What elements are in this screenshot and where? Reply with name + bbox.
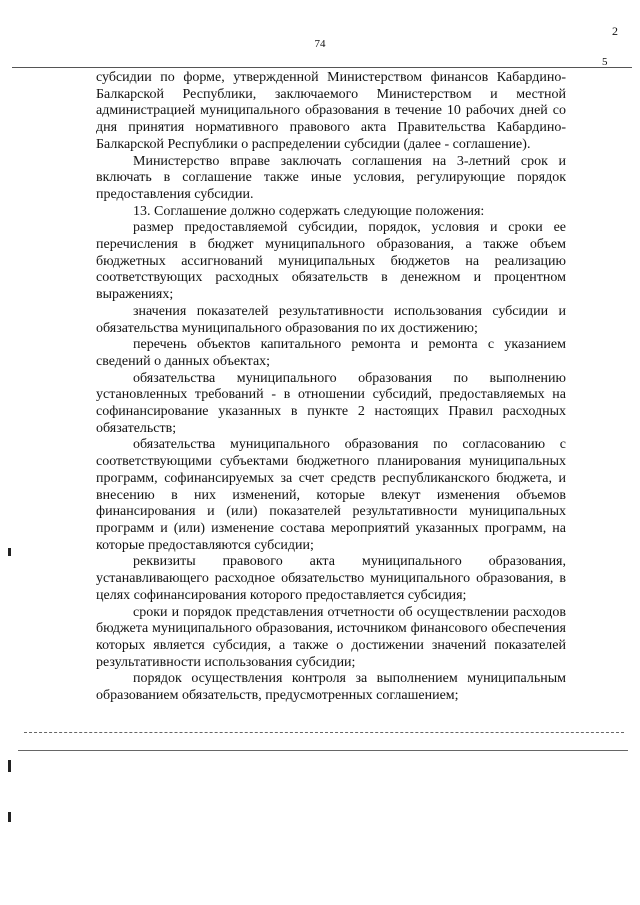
scan-artifact — [24, 732, 624, 733]
paragraph: субсидии по форме, утвержденной Министерством финансов Кабардино-Балкарской Республики, заключаемого Министерством и местной администрацией муниципального образования в течение 10 рабочих дней со дня принятия нормативного правового акта Правительства Кабардино-Балкарской Республики о распределении субсидии (далее - соглашение). — [96, 70, 566, 152]
paragraph: значения показателей результативности использования субсидии и обязательства муниципального образования по их достижению; — [96, 303, 566, 336]
scan-artifact — [18, 750, 628, 751]
scan-artifact — [8, 548, 11, 556]
paragraph: сроки и порядок представления отчетности об осуществлении расходов бюджета муниципального образования, источником финансового обеспечения которых является субсидия, а также о достижении значений показателей результативности использования субсидии; — [96, 604, 566, 670]
document-body — [96, 70, 566, 705]
paragraph: Министерство вправе заключать соглашения на 3-летний срок и включать в соглашение также иные условия, регулирующие порядок предоставления субсидии. — [96, 153, 566, 202]
paragraph: обязательства муниципального образования по согласованию с соответствующими субъектами бюджетного планирования муниципальных программ, софинансируемых за счет средств республиканского бюджета, и внесению в них изменений, которые влекут изменения объемов финансирования и (или) показателей результативности муниципальных программ и (или) изменение состава мероприятий указанных программ, на которые предоставляются субсидии; — [96, 437, 566, 553]
paragraph: порядок осуществления контроля за выполнением муниципальным образованием обязательств, предусмотренных соглашением; — [96, 671, 566, 704]
paragraph: 13. Соглашение должно содержать следующие положения: — [133, 203, 485, 219]
corner-mark: 2 — [612, 24, 618, 38]
scan-artifact — [8, 760, 11, 772]
paragraph: перечень объектов капитального ремонта и ремонта с указанием сведений о данных объектах; — [96, 337, 566, 369]
paragraph: реквизиты правового акта муниципального образования, устанавливающего расходное обязательство муниципального образования, в целях софинансирования которого предоставляется субсидия; — [96, 554, 566, 603]
header-rule — [12, 67, 632, 68]
paragraph: обязательства муниципального образования по выполнению установленных требований - в отношении субсидий, предоставляемых на софинансирование указанных в пункте 2 настоящих Правил расходных обязательств; — [96, 370, 566, 436]
margin-mark: 5 — [602, 56, 608, 68]
scan-artifact — [8, 812, 11, 822]
page-number: 74 — [314, 38, 326, 50]
paragraph: размер предоставляемой субсидии, порядок, условия и сроки ее перечисления в бюджет муниципального образования, а также объем бюджетных ассигнований муниципальных бюджетов на реализацию соответствующих расходных обязательств в денежном и процентном выражениях; — [96, 220, 566, 303]
